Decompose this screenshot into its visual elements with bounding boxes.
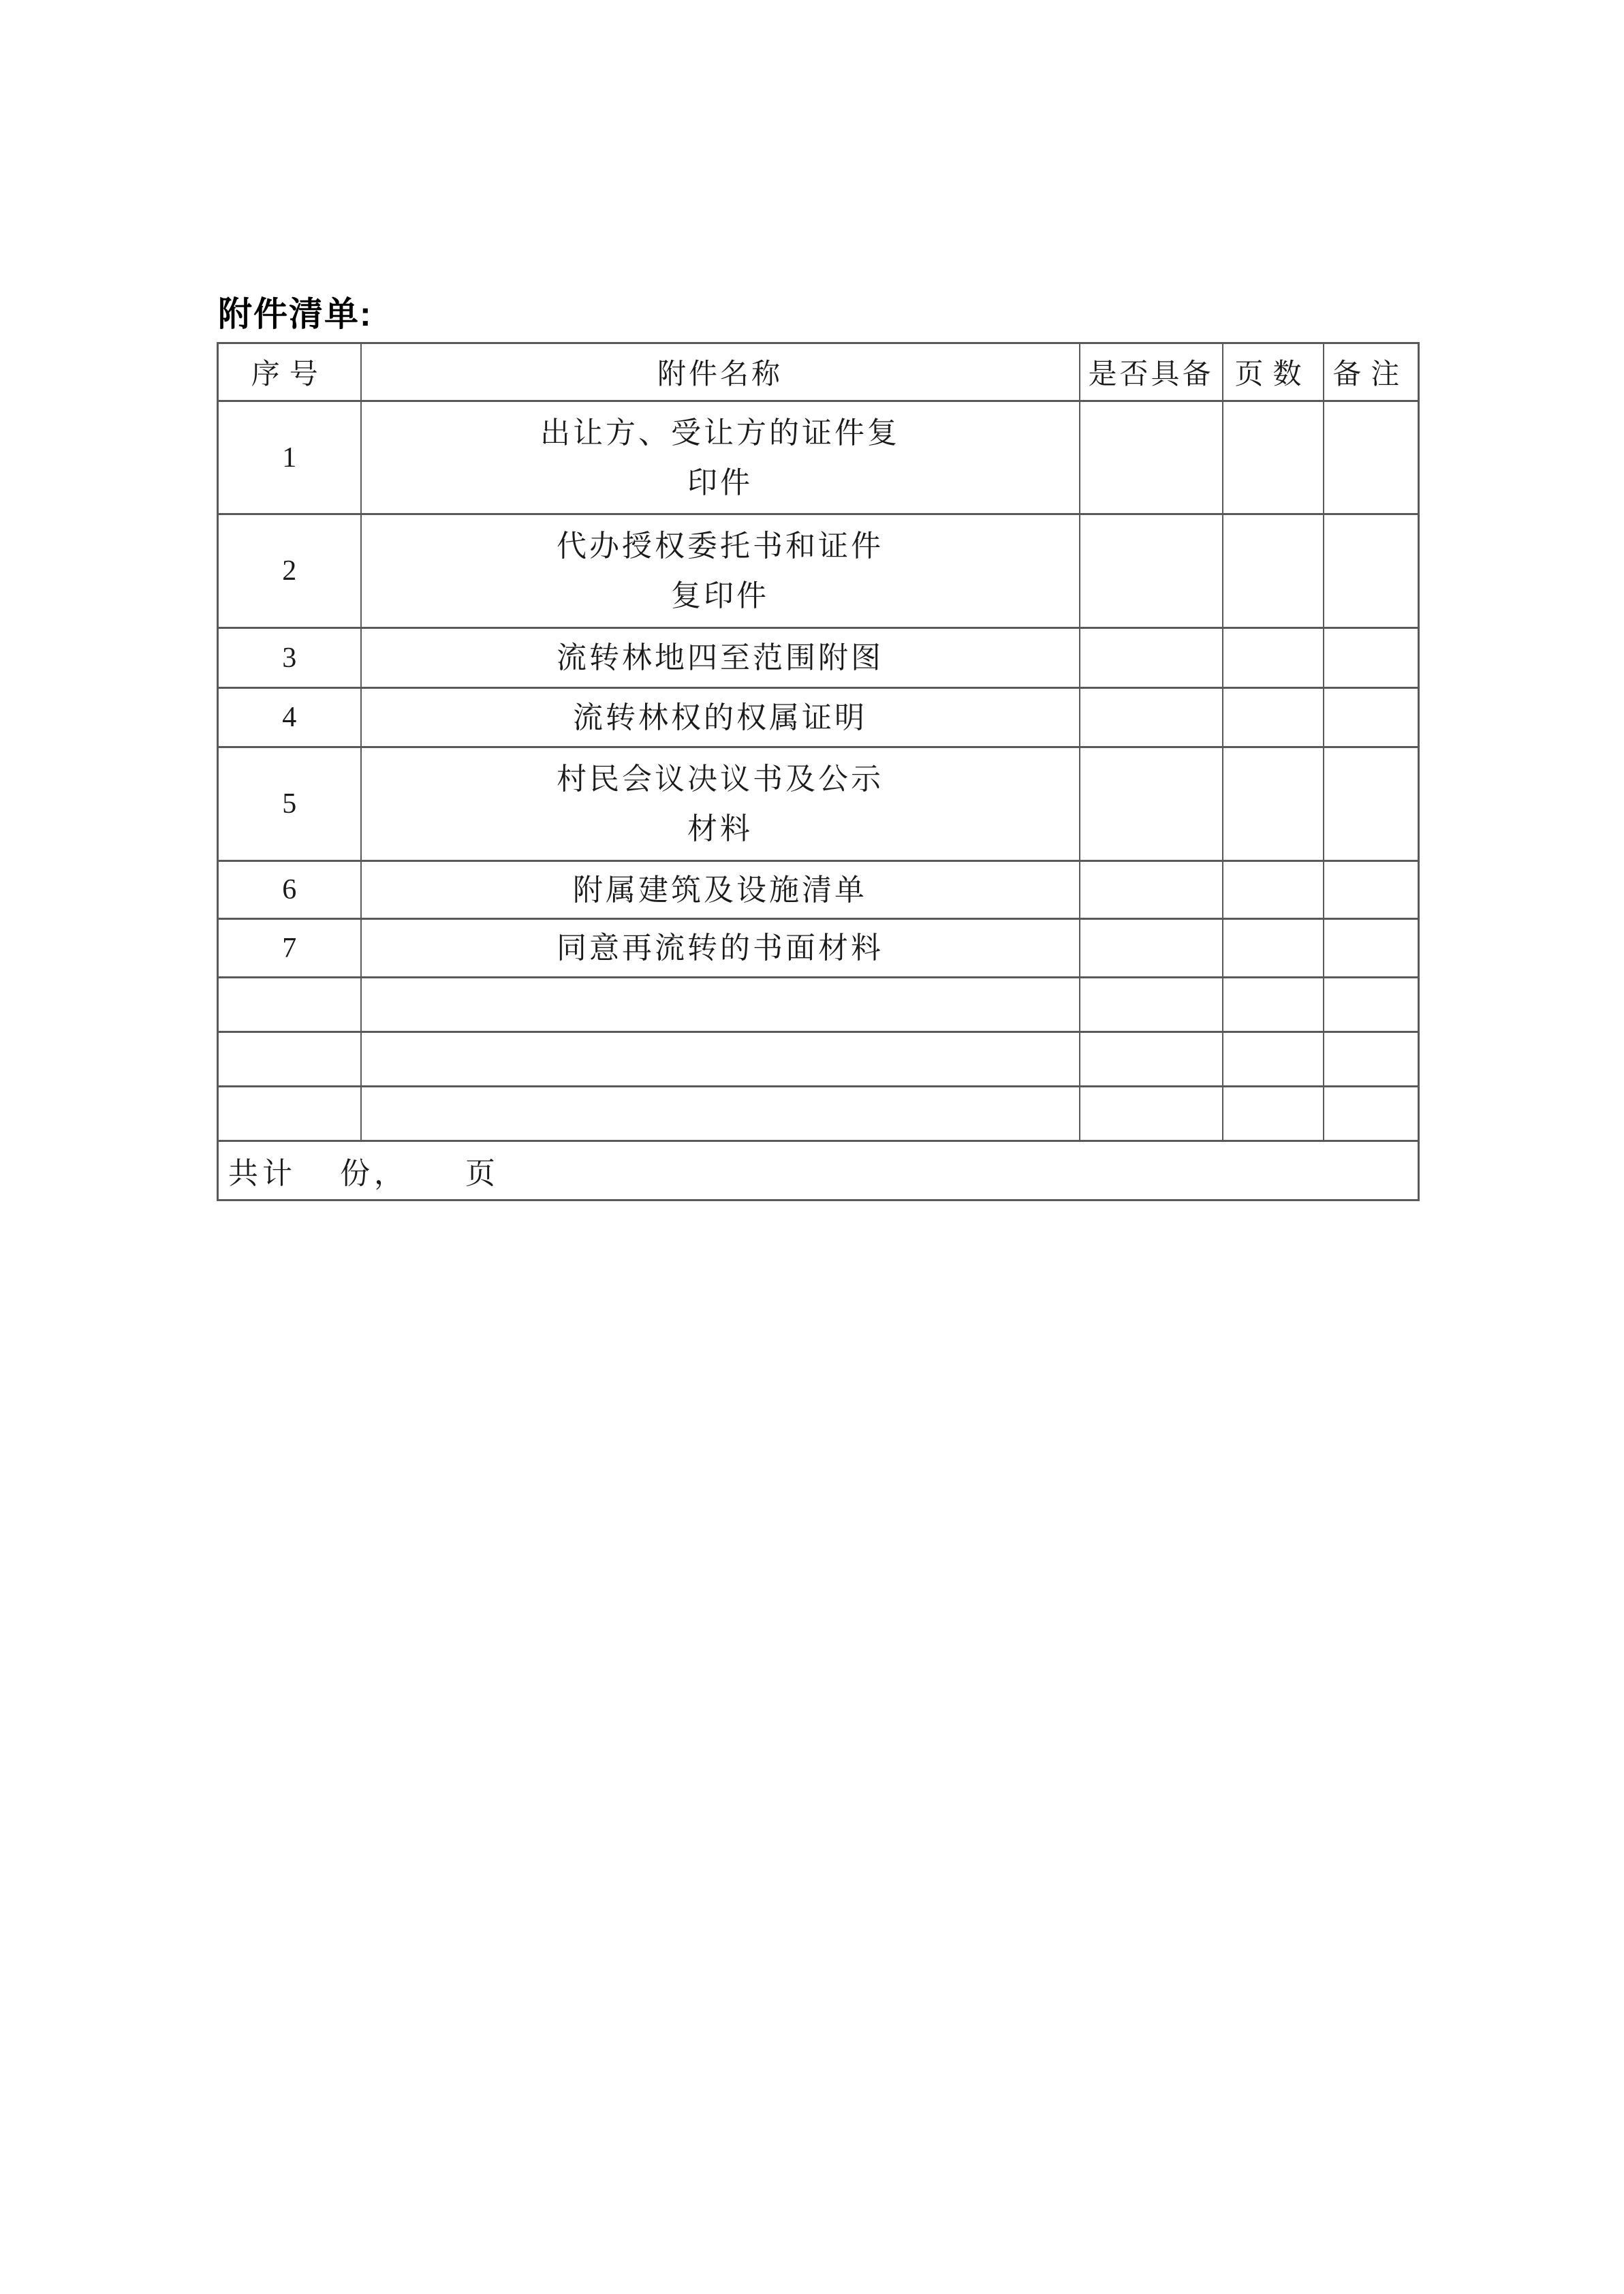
available-cell [1080, 514, 1223, 628]
name-line: 代办授权委托书和证件 [557, 529, 884, 563]
name-cell [361, 514, 1080, 628]
remarks-cell [1324, 628, 1419, 688]
name-cell [361, 747, 1080, 861]
header-row [218, 343, 1419, 401]
available-cell [1080, 1087, 1223, 1141]
name-cell [361, 919, 1080, 978]
table-row [218, 919, 1419, 978]
available-cell [1080, 978, 1223, 1032]
table-row [218, 628, 1419, 688]
col-header-name: 附件名称 [361, 343, 1080, 401]
table-row [218, 514, 1419, 628]
name-line: 流转林地四至范围附图 [557, 641, 884, 675]
name-line: 流转林权的权属证明 [573, 700, 867, 734]
pages-cell [1223, 919, 1324, 978]
remarks-cell [1324, 514, 1419, 628]
name-cell [361, 1032, 1080, 1087]
name-cell [361, 1087, 1080, 1141]
remarks-cell [1324, 978, 1419, 1032]
available-cell [1080, 861, 1223, 919]
pages-cell [1223, 1032, 1324, 1087]
pages-cell [1223, 978, 1324, 1032]
serial-cell [218, 1032, 361, 1087]
pages-cell [1223, 747, 1324, 861]
copies-unit-label: 份， [340, 1157, 408, 1190]
pages-cell [1223, 628, 1324, 688]
available-cell [1080, 401, 1223, 514]
name-cell [361, 401, 1080, 514]
serial-cell: 3 [218, 628, 361, 688]
name-line: 同意再流转的书面材料 [557, 931, 884, 965]
name-cell [361, 688, 1080, 747]
name-line: 复印件 [671, 579, 769, 613]
name-line: 村民会议决议书及公示 [557, 762, 884, 796]
pages-cell [1223, 688, 1324, 747]
col-header-available: 是否具备 [1080, 343, 1223, 401]
remarks-cell [1324, 401, 1419, 514]
serial-cell: 2 [218, 514, 361, 628]
serial-cell: 7 [218, 919, 361, 978]
name-cell [361, 861, 1080, 919]
name-cell [361, 628, 1080, 688]
col-header-pages: 页数 [1223, 343, 1324, 401]
serial-cell [218, 978, 361, 1032]
remarks-cell [1324, 688, 1419, 747]
remarks-cell [1324, 1087, 1419, 1141]
table-row-empty [218, 978, 1419, 1032]
attachment-table [217, 342, 1420, 1201]
col-header-serial: 序号 [218, 343, 361, 401]
available-cell [1080, 919, 1223, 978]
pages-cell [1223, 401, 1324, 514]
available-cell [1080, 688, 1223, 747]
available-cell [1080, 628, 1223, 688]
serial-cell [218, 1087, 361, 1141]
remarks-cell [1324, 919, 1419, 978]
pages-cell [1223, 514, 1324, 628]
serial-cell: 5 [218, 747, 361, 861]
table-row [218, 747, 1419, 861]
name-line: 出让方、受让方的证件复 [540, 416, 900, 450]
table-row [218, 861, 1419, 919]
total-label: 共计 [228, 1157, 296, 1190]
table-row-empty [218, 1087, 1419, 1141]
table-row [218, 401, 1419, 514]
name-cell [361, 978, 1080, 1032]
total-row [218, 1141, 1419, 1200]
available-cell [1080, 747, 1223, 861]
remarks-cell [1324, 747, 1419, 861]
pages-cell [1223, 1087, 1324, 1141]
page-title: 附件清单: [218, 295, 373, 333]
name-line: 印件 [687, 465, 753, 499]
serial-cell: 6 [218, 861, 361, 919]
table-row [218, 688, 1419, 747]
serial-cell: 4 [218, 688, 361, 747]
table-row-empty [218, 1032, 1419, 1087]
remarks-cell [1324, 861, 1419, 919]
available-cell [1080, 1032, 1223, 1087]
pages-unit-label: 页 [465, 1157, 499, 1190]
serial-cell: 1 [218, 401, 361, 514]
total-cell [218, 1141, 1419, 1200]
name-line: 附属建筑及设施清单 [573, 873, 867, 907]
col-header-remarks: 备注 [1324, 343, 1419, 401]
name-line: 材料 [687, 812, 753, 846]
remarks-cell [1324, 1032, 1419, 1087]
pages-cell [1223, 861, 1324, 919]
